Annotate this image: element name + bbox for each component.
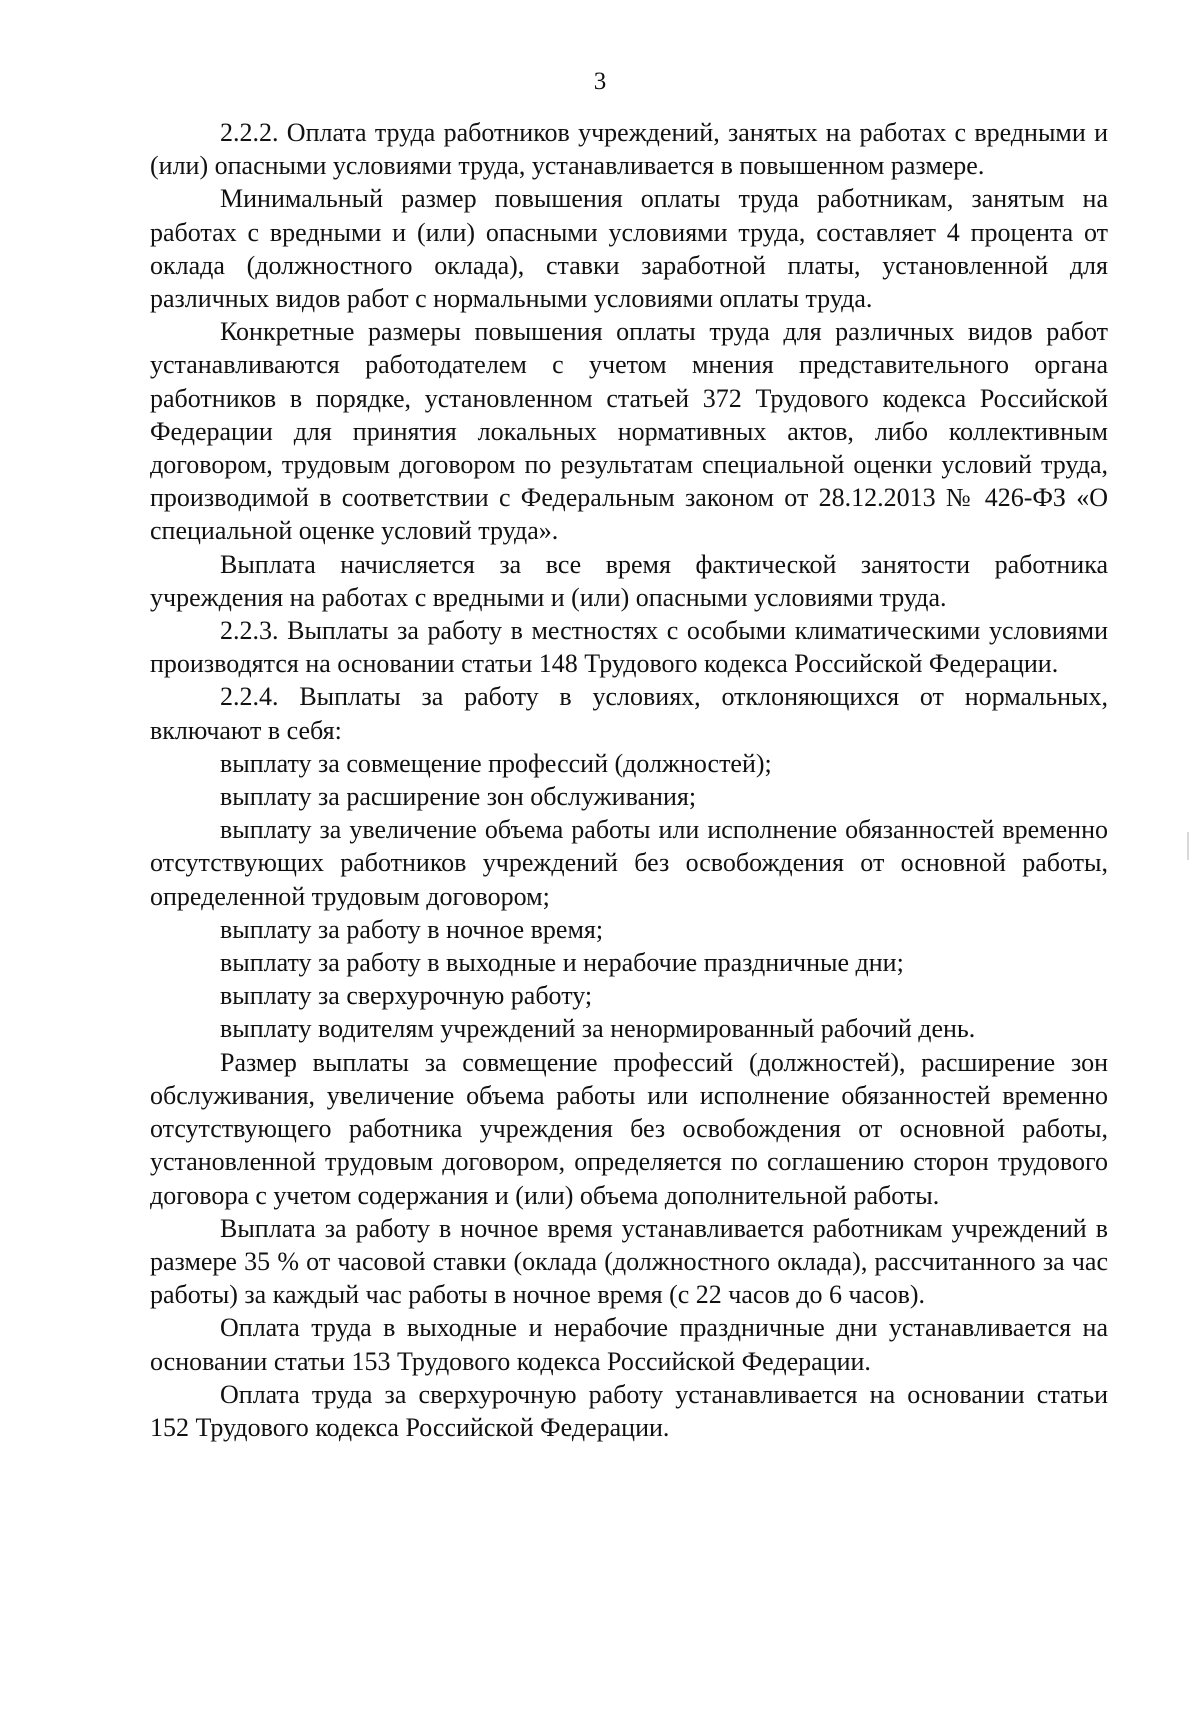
page-number: 3 — [593, 68, 607, 95]
paragraph-specific-amounts: Конкретные размеры повышения оплаты труда для различных видов работ устанавливаются работодателем с учетом мнения представительного органа работников в порядке, установленном статьей 372 Трудового кодекса Российской Федерации для принятия локальных нормативных актов, либо коллективным договором, трудовым договором по результатам специальной оценки условий труда, производимой в соответствии с Федеральным законом от 28.12.2013 № 426-ФЗ «О специальной оценке условий труда». — [150, 317, 1108, 546]
paragraph-2-2-3: 2.2.3. Выплаты за работу в местностях с особыми климатическими условиями производятся на основании статьи 148 Трудового кодекса Российской Федерации. — [150, 616, 1108, 679]
paragraph-holiday-work: Оплата труда в выходные и нерабочие праздничные дни устанавливается на основании статьи 153 Трудового кодекса Российской Федерации. — [150, 1313, 1108, 1376]
paragraph-2-2-4: 2.2.4. Выплаты за работу в условиях, отклоняющихся от нормальных, включают в себя: — [150, 682, 1108, 745]
paragraph-accrual: Выплата начисляется за все время фактической занятости работника учреждения на работах с вредными и (или) опасными условиями труда. — [150, 549, 1108, 612]
list-item: выплату за работу в выходные и нерабочие праздничные дни; — [220, 948, 904, 978]
list-item: выплату за расширение зон обслуживания; — [220, 782, 697, 812]
paragraph-night-work: Выплата за работу в ночное время устанавливается работникам учреждений в размере 35 % от часовой ставки (оклада (должностного оклада), рассчитанного за час работы) за каждый час работы в ночное время (с 22 часов до 6 часов). — [150, 1213, 1108, 1310]
list-item: выплату за увеличение объема работы или исполнение обязанностей временно отсутствующих работников учреждений без освобождения от основной работы, определенной трудовым договором; — [150, 815, 1108, 911]
list-item: выплату водителям учреждений за ненормированный рабочий день. — [220, 1014, 976, 1044]
scan-margin-mark — [1187, 832, 1189, 860]
list-item: выплату за сверхурочную работу; — [220, 981, 593, 1011]
list-item: выплату за работу в ночное время; — [220, 914, 604, 944]
paragraph-combination-payment: Размер выплаты за совмещение профессий (должностей), расширение зон обслуживания, увеличение объема работы или исполнение обязанностей временно отсутствующего работника учреждения без освобождения от основной работы, установленной трудовым договором, определяется по соглашению сторон трудового договора с учетом содержания и (или) объема дополнительной работы. — [150, 1047, 1108, 1210]
paragraph-overtime-work: Оплата труда за сверхурочную работу устанавливается на основании статьи 152 Трудового кодекса Российской Федерации. — [150, 1379, 1108, 1442]
document-body — [150, 116, 1108, 1444]
paragraph-2-2-2: 2.2.2. Оплата труда работников учреждений, занятых на работах с вредными и (или) опасными условиями труда, устанавливается в повышенном размере. — [150, 118, 1108, 181]
list-item: выплату за совмещение профессий (должностей); — [220, 748, 772, 778]
paragraph-minimum-increase: Минимальный размер повышения оплаты труда работникам, занятым на работах с вредными и (или) опасными условиями труда, составляет 4 процента от оклада (должностного оклада), ставки заработной платы, установленной для различных видов работ с нормальными условиями оплаты труда. — [150, 184, 1108, 314]
